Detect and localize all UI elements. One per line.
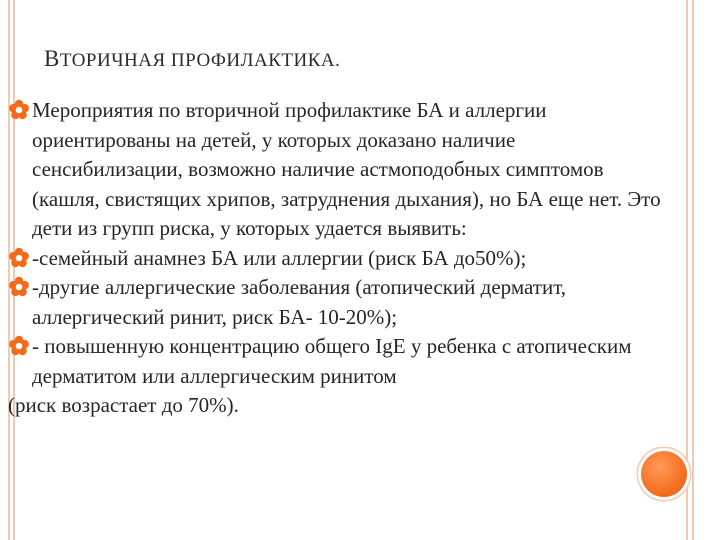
slide-title <box>44 46 340 72</box>
flower-bullet-icon <box>8 247 30 269</box>
slide-body <box>8 96 668 421</box>
flower-bullet-icon <box>8 99 30 121</box>
trailing-text: (риск возрастает до 70%). <box>8 393 239 417</box>
bullet-item <box>8 96 668 244</box>
bullet-text: -другие аллергические заболевания (атопический дерматит, аллергический ринит, риск БА- 10-20%); <box>32 275 567 329</box>
bullet-item <box>8 273 668 332</box>
bullet-text: Мероприятия по вторичной профилактике БА и аллергии ориентированы на детей, у которых доказано наличие сенсибилизации, возможно наличие астмоподобных симптомов (кашля, свистящих хрипов, затруднения дыхания), но БА еще нет. Это дети из групп риска, у которых удается выявить: <box>32 98 661 240</box>
flower-bullet-icon <box>8 335 30 357</box>
slide-title-initial: В <box>44 46 60 71</box>
slide-title-rest: ТОРИЧНАЯ ПРОФИЛАКТИКА. <box>59 50 341 71</box>
frame-line-right-inner <box>686 0 688 540</box>
frame-line-right-outer <box>692 0 694 540</box>
bullet-text: -семейный анамнез БА или аллергии (риск БА до50%); <box>32 245 527 270</box>
bullet-text: - повышенную концентрацию общего IgE у ребенка с атопическим дерматитом или аллергическим ринитом <box>32 334 632 388</box>
bullet-item <box>8 244 668 274</box>
flower-bullet-icon <box>8 276 30 298</box>
bullet-item <box>8 332 668 391</box>
decorative-orange-circle <box>641 451 687 497</box>
